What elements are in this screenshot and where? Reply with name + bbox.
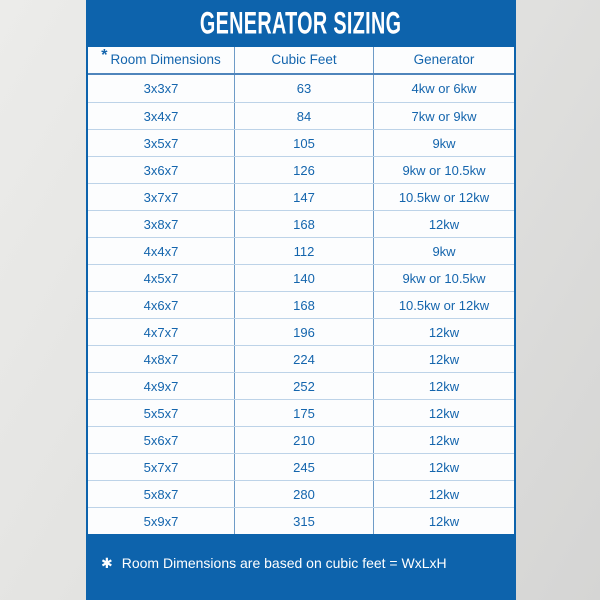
cell-room-dimensions: 4x5x7 bbox=[143, 270, 179, 286]
cell-cubic-feet: 112 bbox=[234, 238, 373, 264]
table-row bbox=[88, 264, 514, 291]
cell-generator: 10.5kw or 12kw bbox=[373, 184, 514, 210]
cell-room-dimensions: 4x8x7 bbox=[143, 351, 179, 367]
table-row bbox=[88, 318, 514, 345]
cell-room-dimensions: 5x5x7 bbox=[143, 405, 179, 421]
cell-cubic-feet: 280 bbox=[234, 481, 373, 507]
cell-room-dimensions: 3x5x7 bbox=[143, 135, 179, 151]
cell-generator: 9kw bbox=[373, 130, 514, 156]
table-row bbox=[88, 453, 514, 480]
cell-generator: 12kw bbox=[373, 373, 514, 399]
cell-generator: 12kw bbox=[373, 319, 514, 345]
cell-room-dimensions: 3x6x7 bbox=[143, 162, 179, 178]
table-row bbox=[88, 237, 514, 264]
cell-cubic-feet: 147 bbox=[234, 184, 373, 210]
generator-sizing-panel bbox=[86, 0, 516, 600]
cell-room-dimensions: 5x9x7 bbox=[143, 513, 179, 529]
cell-generator: 12kw bbox=[373, 481, 514, 507]
cell-cubic-feet: 140 bbox=[234, 265, 373, 291]
cell-generator: 4kw or 6kw bbox=[373, 75, 514, 102]
cell-cubic-feet: 105 bbox=[234, 130, 373, 156]
table-row bbox=[88, 480, 514, 507]
cell-room-dimensions: 5x7x7 bbox=[143, 459, 179, 475]
footnote-band bbox=[86, 534, 516, 600]
table-row bbox=[88, 291, 514, 318]
table-row bbox=[88, 507, 514, 534]
column-header-room-dimensions bbox=[88, 47, 234, 73]
cell-cubic-feet: 196 bbox=[234, 319, 373, 345]
table-row bbox=[88, 372, 514, 399]
cell-cubic-feet: 224 bbox=[234, 346, 373, 372]
cell-cubic-feet: 168 bbox=[234, 292, 373, 318]
cell-generator: 10.5kw or 12kw bbox=[373, 292, 514, 318]
cell-room-dimensions: 4x6x7 bbox=[143, 297, 179, 313]
cell-generator: 12kw bbox=[373, 400, 514, 426]
cell-generator: 9kw bbox=[373, 238, 514, 264]
table-row bbox=[88, 426, 514, 453]
cell-generator: 9kw or 10.5kw bbox=[373, 157, 514, 183]
table-row bbox=[88, 156, 514, 183]
cell-cubic-feet: 168 bbox=[234, 211, 373, 237]
table-row bbox=[88, 183, 514, 210]
cell-cubic-feet: 126 bbox=[234, 157, 373, 183]
cell-cubic-feet: 315 bbox=[234, 508, 373, 534]
title-band bbox=[86, 0, 516, 47]
page-title: GENERATOR SIZING bbox=[200, 5, 402, 41]
cell-generator: 7kw or 9kw bbox=[373, 103, 514, 129]
sizing-table bbox=[88, 47, 514, 534]
footnote-text: Room Dimensions are based on cubic feet = WxLxH bbox=[121, 555, 447, 571]
table-row bbox=[88, 75, 514, 102]
column-header-label: Room Dimensions bbox=[110, 52, 221, 68]
cell-cubic-feet: 245 bbox=[234, 454, 373, 480]
table-row bbox=[88, 345, 514, 372]
cell-room-dimensions: 4x7x7 bbox=[143, 324, 179, 340]
table-body bbox=[88, 75, 514, 534]
cell-room-dimensions: 3x4x7 bbox=[143, 108, 179, 124]
cell-room-dimensions: 3x3x7 bbox=[143, 81, 179, 96]
table-row bbox=[88, 399, 514, 426]
cell-room-dimensions: 5x6x7 bbox=[143, 432, 179, 448]
column-header-generator: Generator bbox=[373, 47, 514, 73]
cell-generator: 9kw or 10.5kw bbox=[373, 265, 514, 291]
cell-cubic-feet: 210 bbox=[234, 427, 373, 453]
cell-room-dimensions: 3x8x7 bbox=[143, 216, 179, 232]
footnote-star-icon: ✱ bbox=[101, 555, 113, 571]
cell-room-dimensions: 5x8x7 bbox=[143, 486, 179, 502]
column-header-cubic-feet: Cubic Feet bbox=[234, 47, 373, 73]
cell-room-dimensions: 3x7x7 bbox=[143, 189, 179, 205]
table-row bbox=[88, 210, 514, 237]
footnote-asterisk-mark: * bbox=[101, 47, 108, 64]
cell-cubic-feet: 84 bbox=[234, 103, 373, 129]
table-header-row bbox=[88, 47, 514, 75]
table-row bbox=[88, 129, 514, 156]
table-row bbox=[88, 102, 514, 129]
cell-generator: 12kw bbox=[373, 211, 514, 237]
cell-cubic-feet: 252 bbox=[234, 373, 373, 399]
cell-room-dimensions: 4x9x7 bbox=[143, 378, 179, 394]
cell-generator: 12kw bbox=[373, 508, 514, 534]
cell-generator: 12kw bbox=[373, 454, 514, 480]
cell-generator: 12kw bbox=[373, 346, 514, 372]
cell-generator: 12kw bbox=[373, 427, 514, 453]
cell-cubic-feet: 175 bbox=[234, 400, 373, 426]
cell-room-dimensions: 4x4x7 bbox=[143, 243, 179, 259]
cell-cubic-feet: 63 bbox=[234, 75, 373, 102]
